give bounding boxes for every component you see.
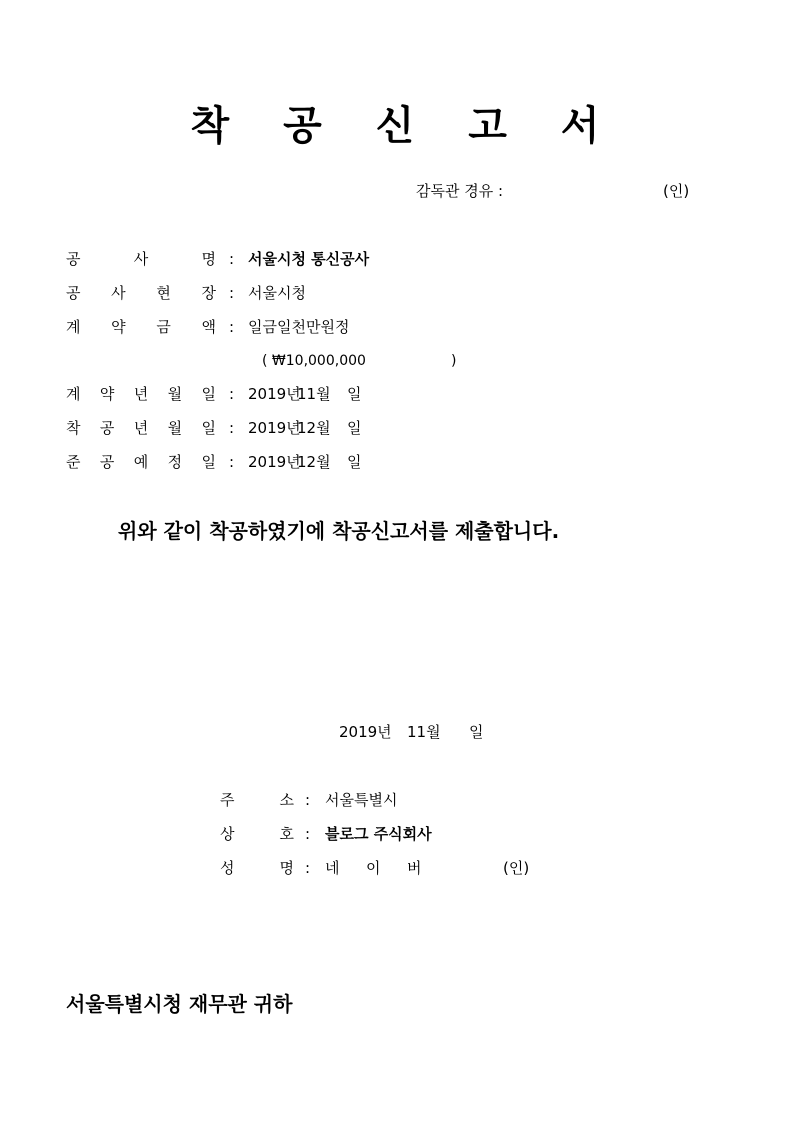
project-name-value: 서울시청 통신공사 — [248, 250, 370, 268]
field-colon: : — [229, 318, 235, 336]
field-colon: : — [229, 284, 235, 302]
field-label: 착 공 년 월 일 — [66, 419, 216, 437]
name-seal: (인) — [503, 859, 530, 877]
start-day: 일 — [347, 419, 362, 437]
address-value: 서울특별시 — [325, 791, 398, 809]
field-label: 계 약 년 월 일 — [66, 385, 216, 403]
contract-month: 11월 — [297, 385, 331, 403]
start-year: 2019년 — [248, 419, 301, 437]
submitter-company — [0, 823, 800, 845]
submit-year: 2019년 — [339, 723, 392, 741]
field-contract-date — [0, 383, 800, 405]
field-colon: : — [305, 825, 311, 843]
field-colon: : — [229, 419, 235, 437]
name-char: 네 — [325, 859, 340, 877]
submitter-address — [0, 789, 800, 811]
field-label: 공 사 현 장 — [66, 284, 216, 302]
submission-statement: 위와 같이 착공하였기에 착공신고서를 제출합니다. — [118, 519, 560, 543]
completion-month: 12월 — [297, 453, 331, 471]
field-colon: : — [229, 453, 235, 471]
field-colon: : — [305, 859, 311, 877]
contract-year: 2019년 — [248, 385, 301, 403]
field-project-name — [0, 248, 800, 270]
amount-value: 일금일천만원정 — [248, 318, 350, 336]
site-value: 서울시청 — [248, 284, 306, 302]
completion-day: 일 — [347, 453, 362, 471]
submit-month: 11월 — [407, 723, 441, 741]
submitter-name — [0, 857, 800, 879]
field-amount — [0, 316, 800, 338]
field-label: 상 호 — [220, 825, 294, 843]
field-colon: : — [229, 250, 235, 268]
field-colon: : — [229, 385, 235, 403]
document-title: 착 공 신 고 서 — [190, 103, 620, 149]
submit-day: 일 — [469, 723, 484, 741]
field-colon: : — [305, 791, 311, 809]
amount-numeric-close: ) — [451, 353, 457, 369]
addressee: 서울특별시청 재무관 귀하 — [66, 992, 293, 1016]
contract-day: 일 — [347, 385, 362, 403]
field-label: 성 명 — [220, 859, 294, 877]
completion-year: 2019년 — [248, 453, 301, 471]
name-char: 버 — [407, 859, 422, 877]
name-char: 이 — [366, 859, 381, 877]
field-label: 공 사 명 — [66, 250, 216, 268]
company-value: 블로그 주식회사 — [325, 825, 432, 843]
field-completion-date — [0, 451, 800, 473]
supervisor-label: 감독관 경유 : — [416, 182, 504, 200]
field-site — [0, 282, 800, 304]
field-label: 준 공 예 정 일 — [66, 453, 216, 471]
start-month: 12월 — [297, 419, 331, 437]
field-start-date — [0, 417, 800, 439]
field-label: 주 소 — [220, 791, 294, 809]
amount-numeric-open: ( ₩10,000,000 — [262, 353, 366, 369]
supervisor-seal: (인) — [663, 182, 690, 200]
field-label: 계 약 금 액 — [66, 318, 216, 336]
